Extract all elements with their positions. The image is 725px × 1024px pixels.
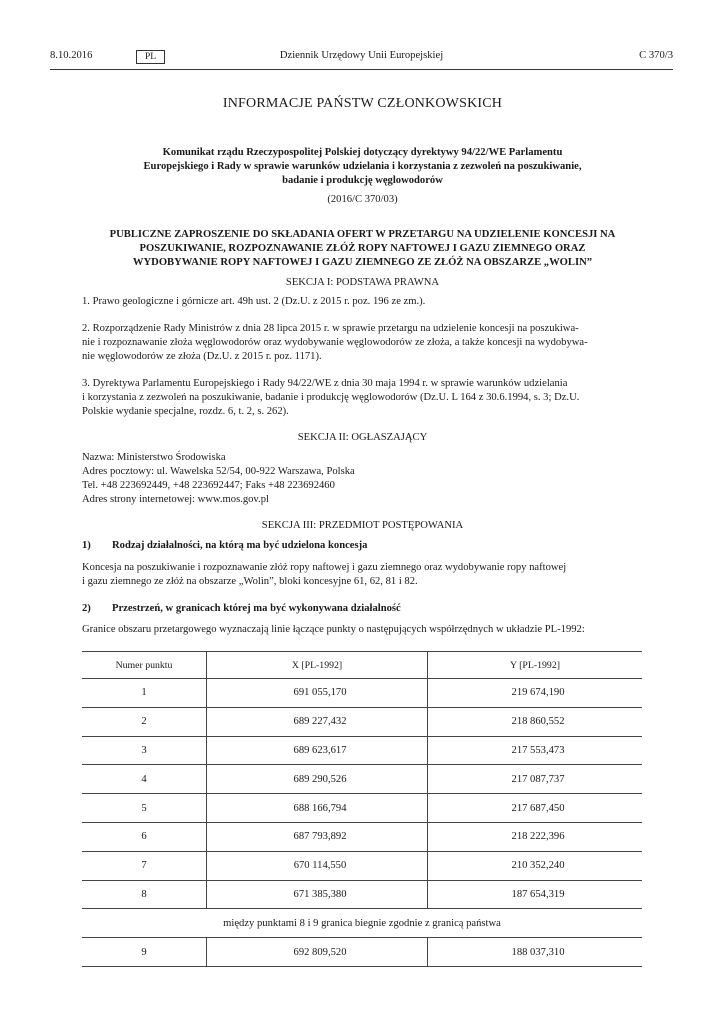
table-row — [82, 794, 642, 823]
y-coordinate: 218 222,396 — [428, 822, 643, 851]
paragraph-line: 3. Dyrektywa Parlamentu Europejskiego i Rady 94/22/WE z dnia 30 maja 1994 r. w sprawie warunków udzielania — [82, 378, 568, 389]
paragraph-line: Polskie wydanie specjalne, rozdz. 6, t. 2, s. 262). — [82, 406, 289, 417]
y-coordinate: 219 674,190 — [428, 679, 643, 708]
x-coordinate: 670 114,550 — [207, 851, 428, 880]
x-coordinate: 689 623,617 — [207, 736, 428, 765]
y-coordinate: 217 553,473 — [428, 736, 643, 765]
y-coordinate: 210 352,240 — [428, 851, 643, 880]
x-coordinate: 689 290,526 — [207, 765, 428, 794]
communique-title-line: Europejskiego i Rady w sprawie warunków udzielania i korzystania z zezwoleń na poszukiwanie, — [143, 161, 582, 172]
section-title: INFORMACJE PAŃSTW CZŁONKOWSKICH — [222, 96, 503, 111]
paragraph-line: nie i rozpoznawanie złoża węglowodorów oraz wydobywanie węglowodorów ze złoża, a także koncesji na wydobywa- — [82, 337, 588, 348]
communique-reference: (2016/C 370/03) — [327, 194, 398, 205]
column-header: Y [PL-1992] — [428, 652, 643, 679]
journal-title: Dziennik Urzędowy Unii Europejskiej — [279, 50, 444, 61]
x-coordinate: 688 166,794 — [207, 794, 428, 823]
column-header: X [PL-1992] — [207, 652, 428, 679]
header-divider — [50, 69, 673, 70]
point-number: 8 — [82, 880, 207, 909]
table-header-row — [82, 652, 642, 679]
communique-title — [60, 146, 665, 188]
legal-basis-item-2 — [82, 322, 652, 364]
x-coordinate: 689 227,432 — [207, 707, 428, 736]
y-coordinate: 217 687,450 — [428, 794, 643, 823]
section-1-heading: SEKCJA I: PODSTAWA PRAWNA — [285, 277, 440, 288]
column-header: Numer punktu — [82, 652, 207, 679]
communique-title-line: badanie i produkcję węglowodorów — [282, 175, 443, 186]
point-number: 1 — [82, 679, 207, 708]
y-coordinate: 188 037,310 — [428, 938, 643, 967]
authority-name: Nazwa: Ministerstwo Środowiska — [82, 452, 226, 463]
table-note-row — [82, 909, 642, 938]
paragraph-line: Koncesja na poszukiwanie i rozpoznawanie złóż ropy naftowej i gazu ziemnego oraz wydobywanie ropy naftowej — [82, 562, 567, 573]
point-number: 6 — [82, 822, 207, 851]
y-coordinate: 217 087,737 — [428, 765, 643, 794]
table-row — [82, 938, 642, 967]
language-code-box: PL — [136, 50, 165, 64]
running-header — [50, 50, 673, 66]
paragraph-line: 2. Rozporządzenie Rady Ministrów z dnia 28 lipca 2015 r. w sprawie przetargu na udzielenie koncesji na poszukiwa- — [82, 323, 579, 334]
x-coordinate: 692 809,520 — [207, 938, 428, 967]
journal-reference: C 370/3 — [639, 50, 673, 61]
table-row — [82, 707, 642, 736]
table-row — [82, 880, 642, 909]
legal-basis-item-1: 1. Prawo geologiczne i górnicze art. 49h ust. 2 (Dz.U. z 2015 r. poz. 196 ze zm.). — [82, 296, 426, 307]
point-number: 9 — [82, 938, 207, 967]
point-number: 4 — [82, 765, 207, 794]
table-row — [82, 765, 642, 794]
item-1-text — [82, 561, 652, 589]
table-row — [82, 822, 642, 851]
item-1-title: Rodzaj działalności, na którą ma być udzielona koncesja — [112, 540, 368, 551]
tender-invitation-title — [60, 228, 665, 270]
point-number: 7 — [82, 851, 207, 880]
authority-address: Adres pocztowy: ul. Wawelska 52/54, 00-922 Warszawa, Polska — [82, 466, 355, 477]
table-row — [82, 851, 642, 880]
authority-phone-fax: Tel. +48 223692449, +48 223692447; Faks +48 223692460 — [82, 480, 335, 491]
coordinates-table — [82, 651, 642, 967]
point-number: 5 — [82, 794, 207, 823]
x-coordinate: 691 055,170 — [207, 679, 428, 708]
communique-title-line: Komunikat rządu Rzeczypospolitej Polskiej dotyczący dyrektywy 94/22/WE Parlamentu — [162, 147, 563, 158]
boundary-note: między punktami 8 i 9 granica biegnie zgodnie z granicą państwa — [82, 909, 642, 938]
publication-date: 8.10.2016 — [50, 50, 93, 61]
paragraph-line: i gazu ziemnego ze złóż na obszarze „Wolin”, bloki koncesyjne 61, 62, 81 i 82. — [82, 576, 418, 587]
item-2-intro: Granice obszaru przetargowego wyznaczają linie łączące punkty o następujących współrzędnych w układzie PL-1992: — [82, 624, 585, 635]
section-2-heading: SEKCJA II: OGŁASZAJĄCY — [297, 432, 428, 443]
table-row — [82, 679, 642, 708]
paragraph-line: i korzystania z zezwoleń na poszukiwanie, badanie i produkcję węglowodorów (Dz.U. L 164 z 30.6.1994, s. 3; Dz.U. — [82, 392, 580, 403]
legal-basis-item-3 — [82, 377, 652, 419]
contracting-authority-block — [82, 451, 355, 507]
section-3-heading: SEKCJA III: PRZEDMIOT POSTĘPOWANIA — [261, 520, 464, 531]
invitation-line: PUBLICZNE ZAPROSZENIE DO SKŁADANIA OFERT W PRZETARGU NA UDZIELENIE KONCESJI NA — [109, 229, 616, 240]
invitation-line: WYDOBYWANIE ROPY NAFTOWEJ I GAZU ZIEMNEGO ZE ZŁÓŻ NA OBSZARZE „WOLIN” — [132, 257, 593, 268]
item-1-number: 1) — [82, 540, 91, 551]
item-2-title: Przestrzeń, w granicach której ma być wykonywana działalność — [112, 603, 401, 614]
y-coordinate: 187 654,319 — [428, 880, 643, 909]
y-coordinate: 218 860,552 — [428, 707, 643, 736]
item-2-number: 2) — [82, 603, 91, 614]
paragraph-line: nie węglowodorów ze złoża (Dz.U. z 2015 r. poz. 1171). — [82, 351, 322, 362]
authority-website: Adres strony internetowej: www.mos.gov.pl — [82, 494, 269, 505]
table-row — [82, 736, 642, 765]
invitation-line: POSZUKIWANIE, ROZPOZNAWANIE ZŁÓŻ ROPY NAFTOWEJ I GAZU ZIEMNEGO ORAZ — [139, 243, 586, 254]
point-number: 3 — [82, 736, 207, 765]
point-number: 2 — [82, 707, 207, 736]
x-coordinate: 671 385,380 — [207, 880, 428, 909]
x-coordinate: 687 793,892 — [207, 822, 428, 851]
